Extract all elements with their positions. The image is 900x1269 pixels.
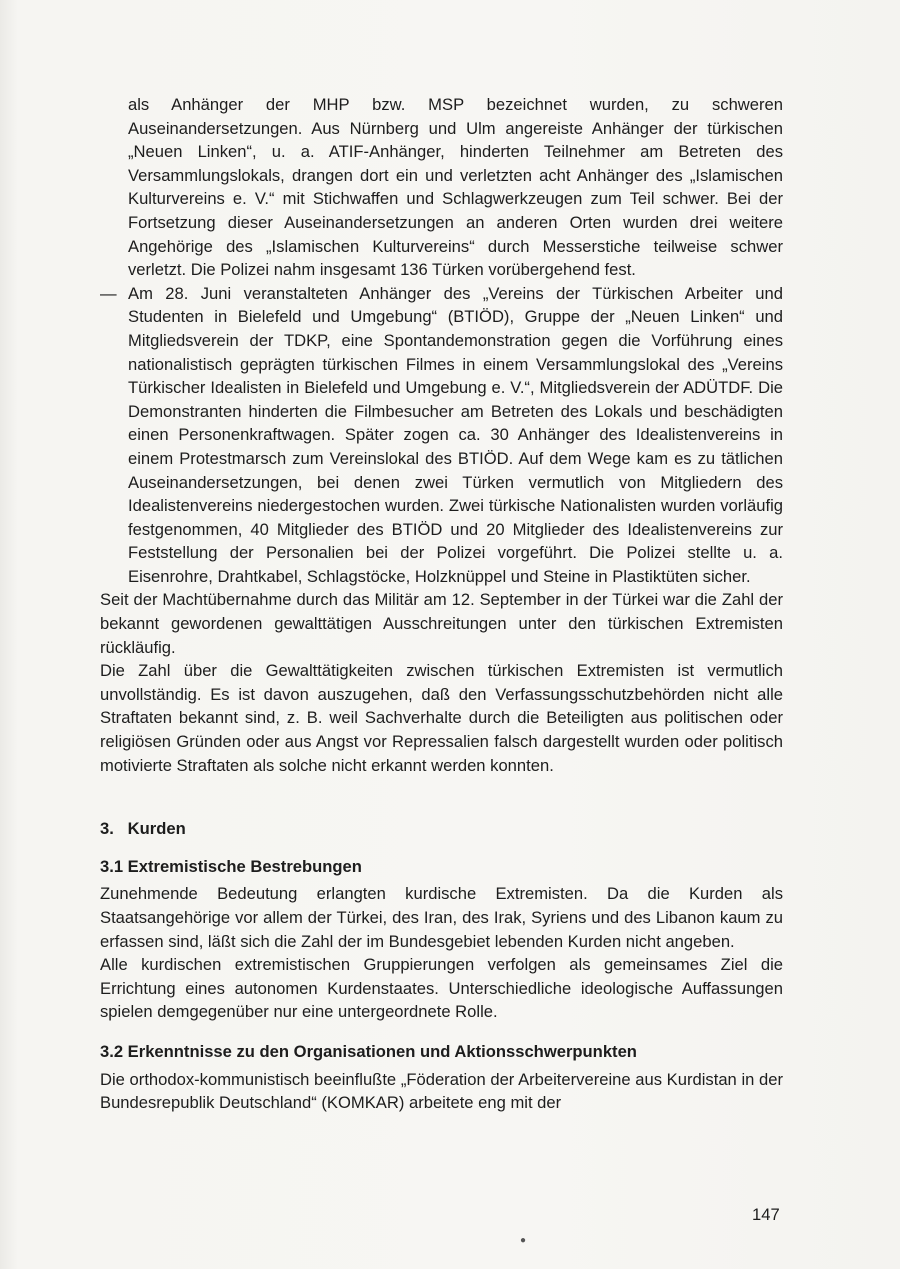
page-number: 147 <box>752 1205 780 1224</box>
subsection-heading-extremistische-bestrebungen: 3.1 Extremistische Bestrebungen <box>100 856 362 876</box>
list-item-june-28 <box>100 282 783 589</box>
scan-mark-icon: ● <box>520 1235 527 1246</box>
paragraph-seit-der-machtuebernahme: Seit der Machtübernahme durch das Militär am 12. September in der Türkei war die Zahl der bekannt gewordenen gewalttätigen Ausschreitungen unter den türkischen Extremisten rückläufig. <box>100 590 783 657</box>
paragraph-continuation: als Anhänger der MHP bzw. MSP bezeichnet wurden, zu schweren Auseinandersetzungen. Aus Nürnberg und Ulm angereiste Anhänger der türkischen „Neuen Linken“, u. a. ATIF-Anhänger, hinderten Teilnehmer am Betreten des Versammlungslokals, drangen dort ein und verletzten acht Anhänger des „Islamischen Kulturvereins e. V.“ mit Stichwaffen und Schlagwerkzeugen zum Teil schwer. Bei der Fortsetzung dieser Auseinandersetzungen an anderen Orten wurden drei weitere Angehörige des „Islamischen Kulturvereins“ durch Messerstiche teilweise schwer verletzt. Die Polizei nahm insgesamt 136 Türken vorübergehend fest. <box>128 95 783 280</box>
paragraph-zahl-gewalttaetigkeiten: Die Zahl über die Gewalttätigkeiten zwischen türkischen Extremisten ist vermutlich unvollständig. Es ist davon auszugehen, daß den Verfassungsschutzbehörden nicht alle Straftaten bekannt sind, z. B. weil Sachverhalte durch die Beteiligten aus politischen oder religiösen Gründen oder aus Angst vor Repressalien falsch dargestellt wurden oder politisch motivierte Straftaten als solche nicht erkannt werden konnten. <box>100 661 783 775</box>
paragraph-komkar: Die orthodox-kommunistisch beeinflußte „Föderation der Arbeitervereine aus Kurdistan in der Bundesrepublik Deutschland“ (KOMKAR) arbeitete eng mit der <box>100 1069 783 1113</box>
section-heading-kurden: 3. Kurden <box>100 819 186 839</box>
dash-bullet: — <box>100 283 117 303</box>
subsection-heading-erkenntnisse: 3.2 Erkenntnisse zu den Organisationen und Aktionsschwerpunkten <box>100 1041 637 1061</box>
paragraph-june-28: Am 28. Juni veranstalteten Anhänger des „Vereins der Türkischen Arbeiter und Studenten in Bielefeld und Umgebung“ (BTIÖD), Gruppe der „Neuen Linken“ und Mitgliedsverein der TDKP, eine Spontandemonstration gegen die Vorführung eines nationalistisch geprägten türkischen Filmes in einem Versammlungslokal des „Vereins Türkischer Idealisten in Bielefeld und Umgebung e. V.“, Mitgliedsverein der ADÜTDF. Die Demonstranten hinderten die Filmbesucher am Betreten des Lokals und beschädigten einen Personenkraftwagen. Später zogen ca. 30 Anhänger des Idealistenvereins in einem Protestmarsch zum Vereinslokal des BTIÖD. Auf dem Wege kam es zu tätlichen Auseinandersetzungen, bei denen zwei Türken vermutlich von Mitgliedern des Idealistenvereins niedergestochen wurden. Zwei türkische Nationalisten wurden vorläufig festgenommen, 40 Mitglieder des BTIÖD und 20 Mitglieder des Idealistenvereins zur Feststellung der Personalien bei der Polizei vorgeführt. Die Polizei stellte u. a. Eisenrohre, Drahtkabel, Schlagstöcke, Holzknüppel und Steine in Plastiktüten sicher. <box>128 283 783 586</box>
page-body <box>100 93 783 1115</box>
paragraph-alle-kurdischen: Alle kurdischen extremistischen Gruppierungen verfolgen als gemeinsames Ziel die Errichtung eines autonomen Kurdenstaates. Unterschiedliche ideologische Auffassungen spielen demgegenüber nur eine untergeordnete Rolle. <box>100 955 783 1022</box>
paragraph-zunehmende-bedeutung: Zunehmende Bedeutung erlangten kurdische Extremisten. Da die Kurden als Staatsangehörige vor allem der Türkei, des Iran, des Irak, Syriens und des Libanon kaum zu erfassen sind, läßt sich die Zahl der im Bundesgebiet lebenden Kurden nicht angeben. <box>100 884 783 951</box>
